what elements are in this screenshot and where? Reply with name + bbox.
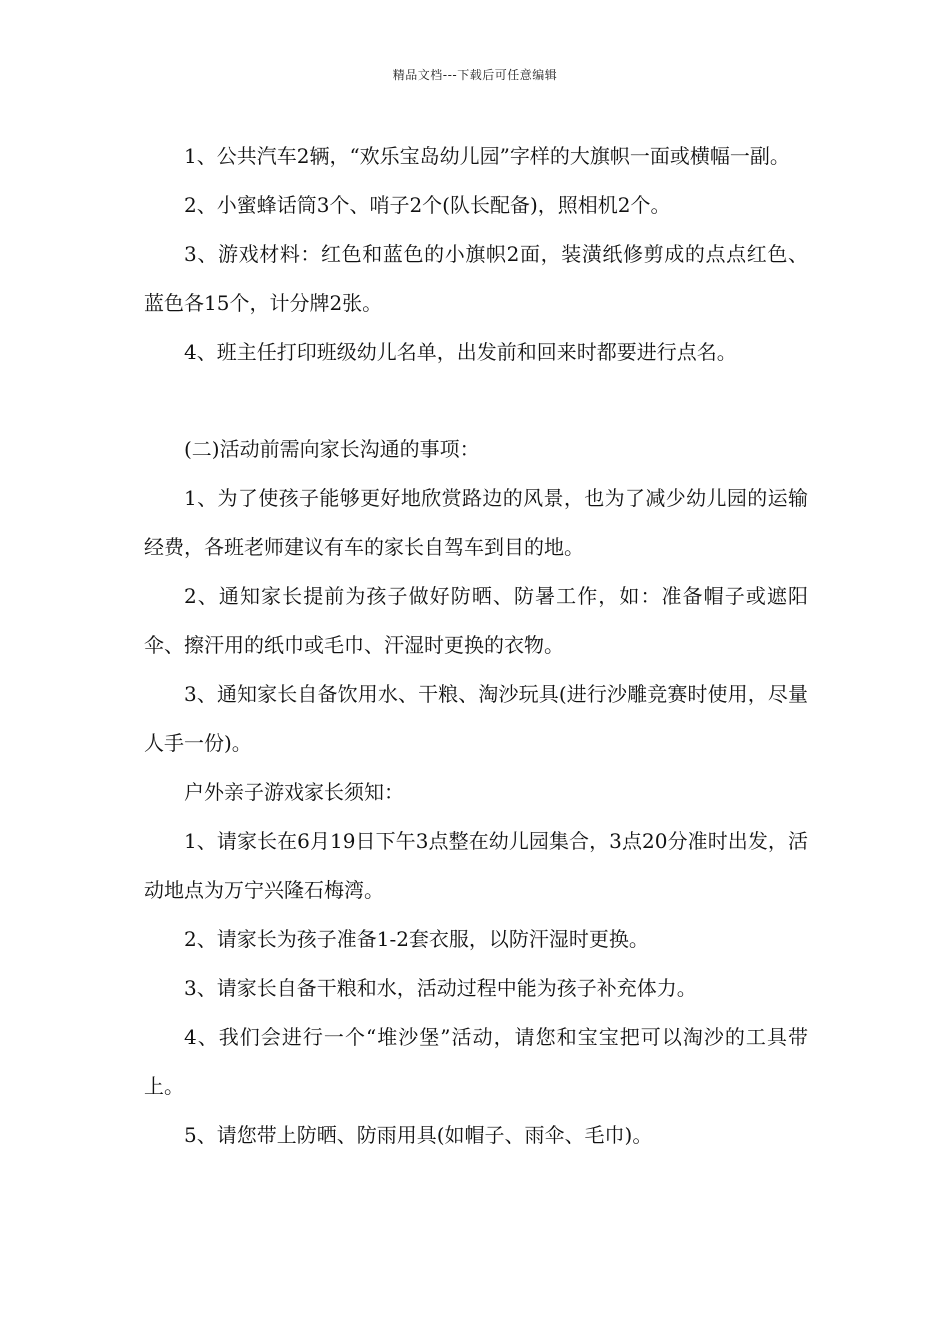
paragraph-notice-3: 3、请家长自备干粮和水，活动过程中能为孩子补充体力。 (184, 976, 697, 1000)
paragraph-notice-4: 4、我们会进行一个“堆沙堡”活动，请您和宝宝把可以淘沙的工具带上。 (144, 1025, 808, 1098)
paragraph-notice-1: 1、请家长在6月19日下午3点整在幼儿园集合，3点20分准时出发，活动地点为万宁兴隆石梅湾。 (144, 829, 808, 902)
paragraph-materials-2: 2、小蜜蜂话筒3个、哨子2个(队长配备)，照相机2个。 (184, 193, 671, 217)
page-header: 精品文档---下载后可任意编辑 (392, 68, 558, 82)
paragraph-communication-2: 2、通知家长提前为孩子做好防晒、防暑工作，如：准备帽子或遮阳伞、擦汗用的纸巾或毛巾、汗湿时更换的衣物。 (144, 584, 808, 657)
paragraph-communication-3: 3、通知家长自备饮用水、干粮、淘沙玩具(进行沙雕竞赛时使用，尽量人手一份)。 (144, 682, 808, 755)
paragraph-materials-4: 4、班主任打印班级幼儿名单，出发前和回来时都要进行点名。 (184, 340, 737, 364)
paragraph-communication-1: 1、为了使孩子能够更好地欣赏路边的风景，也为了减少幼儿园的运输经费，各班老师建议有车的家长自驾车到目的地。 (144, 486, 808, 559)
section-heading-parent-notice: 户外亲子游戏家长须知： (184, 780, 404, 804)
paragraph-materials-1: 1、公共汽车2辆，“欢乐宝岛幼儿园”字样的大旗帜一面或横幅一副。 (184, 144, 790, 168)
paragraph-notice-5: 5、请您带上防晒、防雨用具(如帽子、雨伞、毛巾)。 (184, 1123, 653, 1147)
paragraph-notice-2: 2、请家长为孩子准备1-2套衣服，以防汗湿时更换。 (184, 927, 649, 951)
document-body (144, 132, 808, 1160)
section-heading-parent-communication: (二)活动前需向家长沟通的事项： (184, 437, 480, 461)
section-spacer (144, 377, 808, 425)
paragraph-materials-3: 3、游戏材料：红色和蓝色的小旗帜2面，装潢纸修剪成的点点红色、蓝色各15个，计分牌2张。 (144, 242, 808, 315)
